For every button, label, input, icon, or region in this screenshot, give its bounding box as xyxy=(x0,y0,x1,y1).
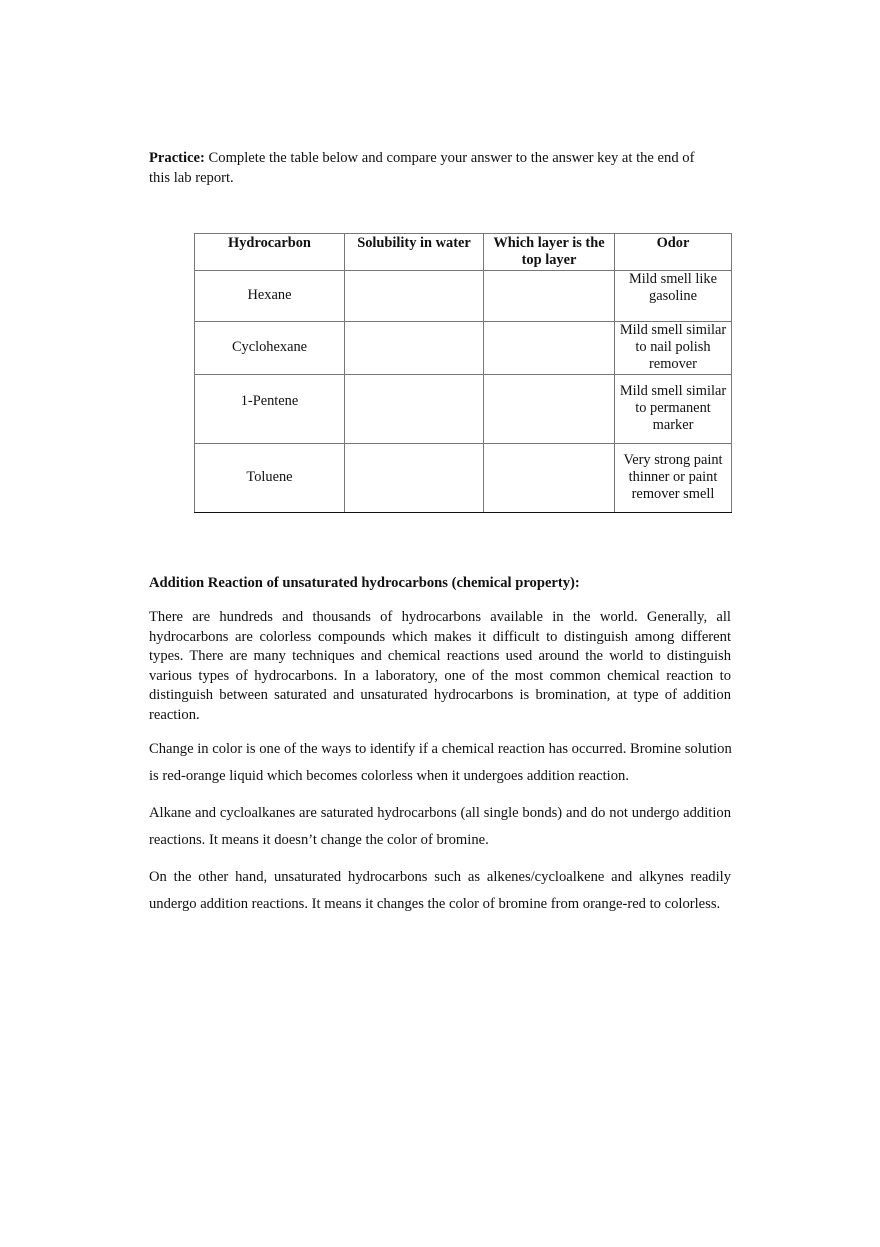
cell-odor: Mild smell similar to permanent marker xyxy=(615,374,732,443)
paragraph-line: various types of hydrocarbons. In a laboratory, one of the most common chemical reaction to xyxy=(149,667,731,684)
cell-odor: Mild smell like gasoline xyxy=(615,270,732,321)
paragraph-line: types. There are many techniques and chemical reactions used around the world to distinguish xyxy=(149,648,731,665)
paragraph-line: is red-orange liquid which becomes colorless when it undergoes addition reaction. xyxy=(149,767,629,784)
cell-hydrocarbon: 1-Pentene xyxy=(195,374,345,443)
paragraph-line: distinguish between saturated and unsaturated hydrocarbons is bromination, at type of addition xyxy=(149,687,731,704)
header-hydrocarbon: Hydrocarbon xyxy=(195,234,345,271)
paragraph-line: There are hundreds and thousands of hydrocarbons available in the world. Generally, all xyxy=(149,609,731,625)
practice-label: Practice: xyxy=(149,150,205,166)
paragraph-line: Alkane and cycloalkanes are saturated hydrocarbons (all single bonds) and do not undergo addition xyxy=(149,805,731,821)
table-header-row xyxy=(195,234,732,271)
hydrocarbon-table xyxy=(194,233,732,513)
cell-top-layer[interactable] xyxy=(484,443,615,512)
paragraph-line: hydrocarbons are colorless compounds which makes it difficult to distinguish among different xyxy=(149,628,731,645)
paragraph-line: Change in color is one of the ways to identify if a chemical reaction has occurred. Bromine solution xyxy=(149,741,732,757)
cell-top-layer[interactable] xyxy=(484,374,615,443)
table-row xyxy=(195,374,732,443)
cell-solubility[interactable] xyxy=(345,321,484,374)
paragraph-color-change xyxy=(149,736,731,789)
cell-solubility[interactable] xyxy=(345,374,484,443)
paragraph-alkanes xyxy=(149,800,731,853)
paragraph-unsaturated xyxy=(149,864,731,917)
practice-instructions xyxy=(149,149,731,188)
table-row xyxy=(195,270,732,321)
header-top-layer: Which layer is the top layer xyxy=(484,234,615,271)
header-solubility: Solubility in water xyxy=(345,234,484,271)
practice-text-line: this lab report. xyxy=(149,169,234,186)
cell-hydrocarbon: Toluene xyxy=(195,443,345,512)
cell-top-layer[interactable] xyxy=(484,321,615,374)
paragraph-line: reactions. It means it doesn’t change the color of bromine. xyxy=(149,831,489,848)
paragraph-line: On the other hand, unsaturated hydrocarbons such as alkenes/cycloalkene and alkynes readily xyxy=(149,869,731,885)
section-heading: Addition Reaction of unsaturated hydrocarbons (chemical property): xyxy=(149,575,580,591)
cell-odor: Mild smell similar to nail polish remover xyxy=(615,321,732,374)
header-odor: Odor xyxy=(615,234,732,271)
table-row xyxy=(195,443,732,512)
table-row xyxy=(195,321,732,374)
cell-solubility[interactable] xyxy=(345,270,484,321)
cell-solubility[interactable] xyxy=(345,443,484,512)
cell-top-layer[interactable] xyxy=(484,270,615,321)
cell-hydrocarbon: Hexane xyxy=(195,270,345,321)
cell-odor: Very strong paint thinner or paint remover smell xyxy=(615,443,732,512)
paragraph-intro xyxy=(149,608,731,726)
cell-hydrocarbon: Cyclohexane xyxy=(195,321,345,374)
paragraph-line: reaction. xyxy=(149,706,200,723)
practice-text-line: Complete the table below and compare your answer to the answer key at the end of xyxy=(204,150,695,166)
paragraph-line: undergo addition reactions. It means it changes the color of bromine from orange-red to colorless. xyxy=(149,895,721,912)
